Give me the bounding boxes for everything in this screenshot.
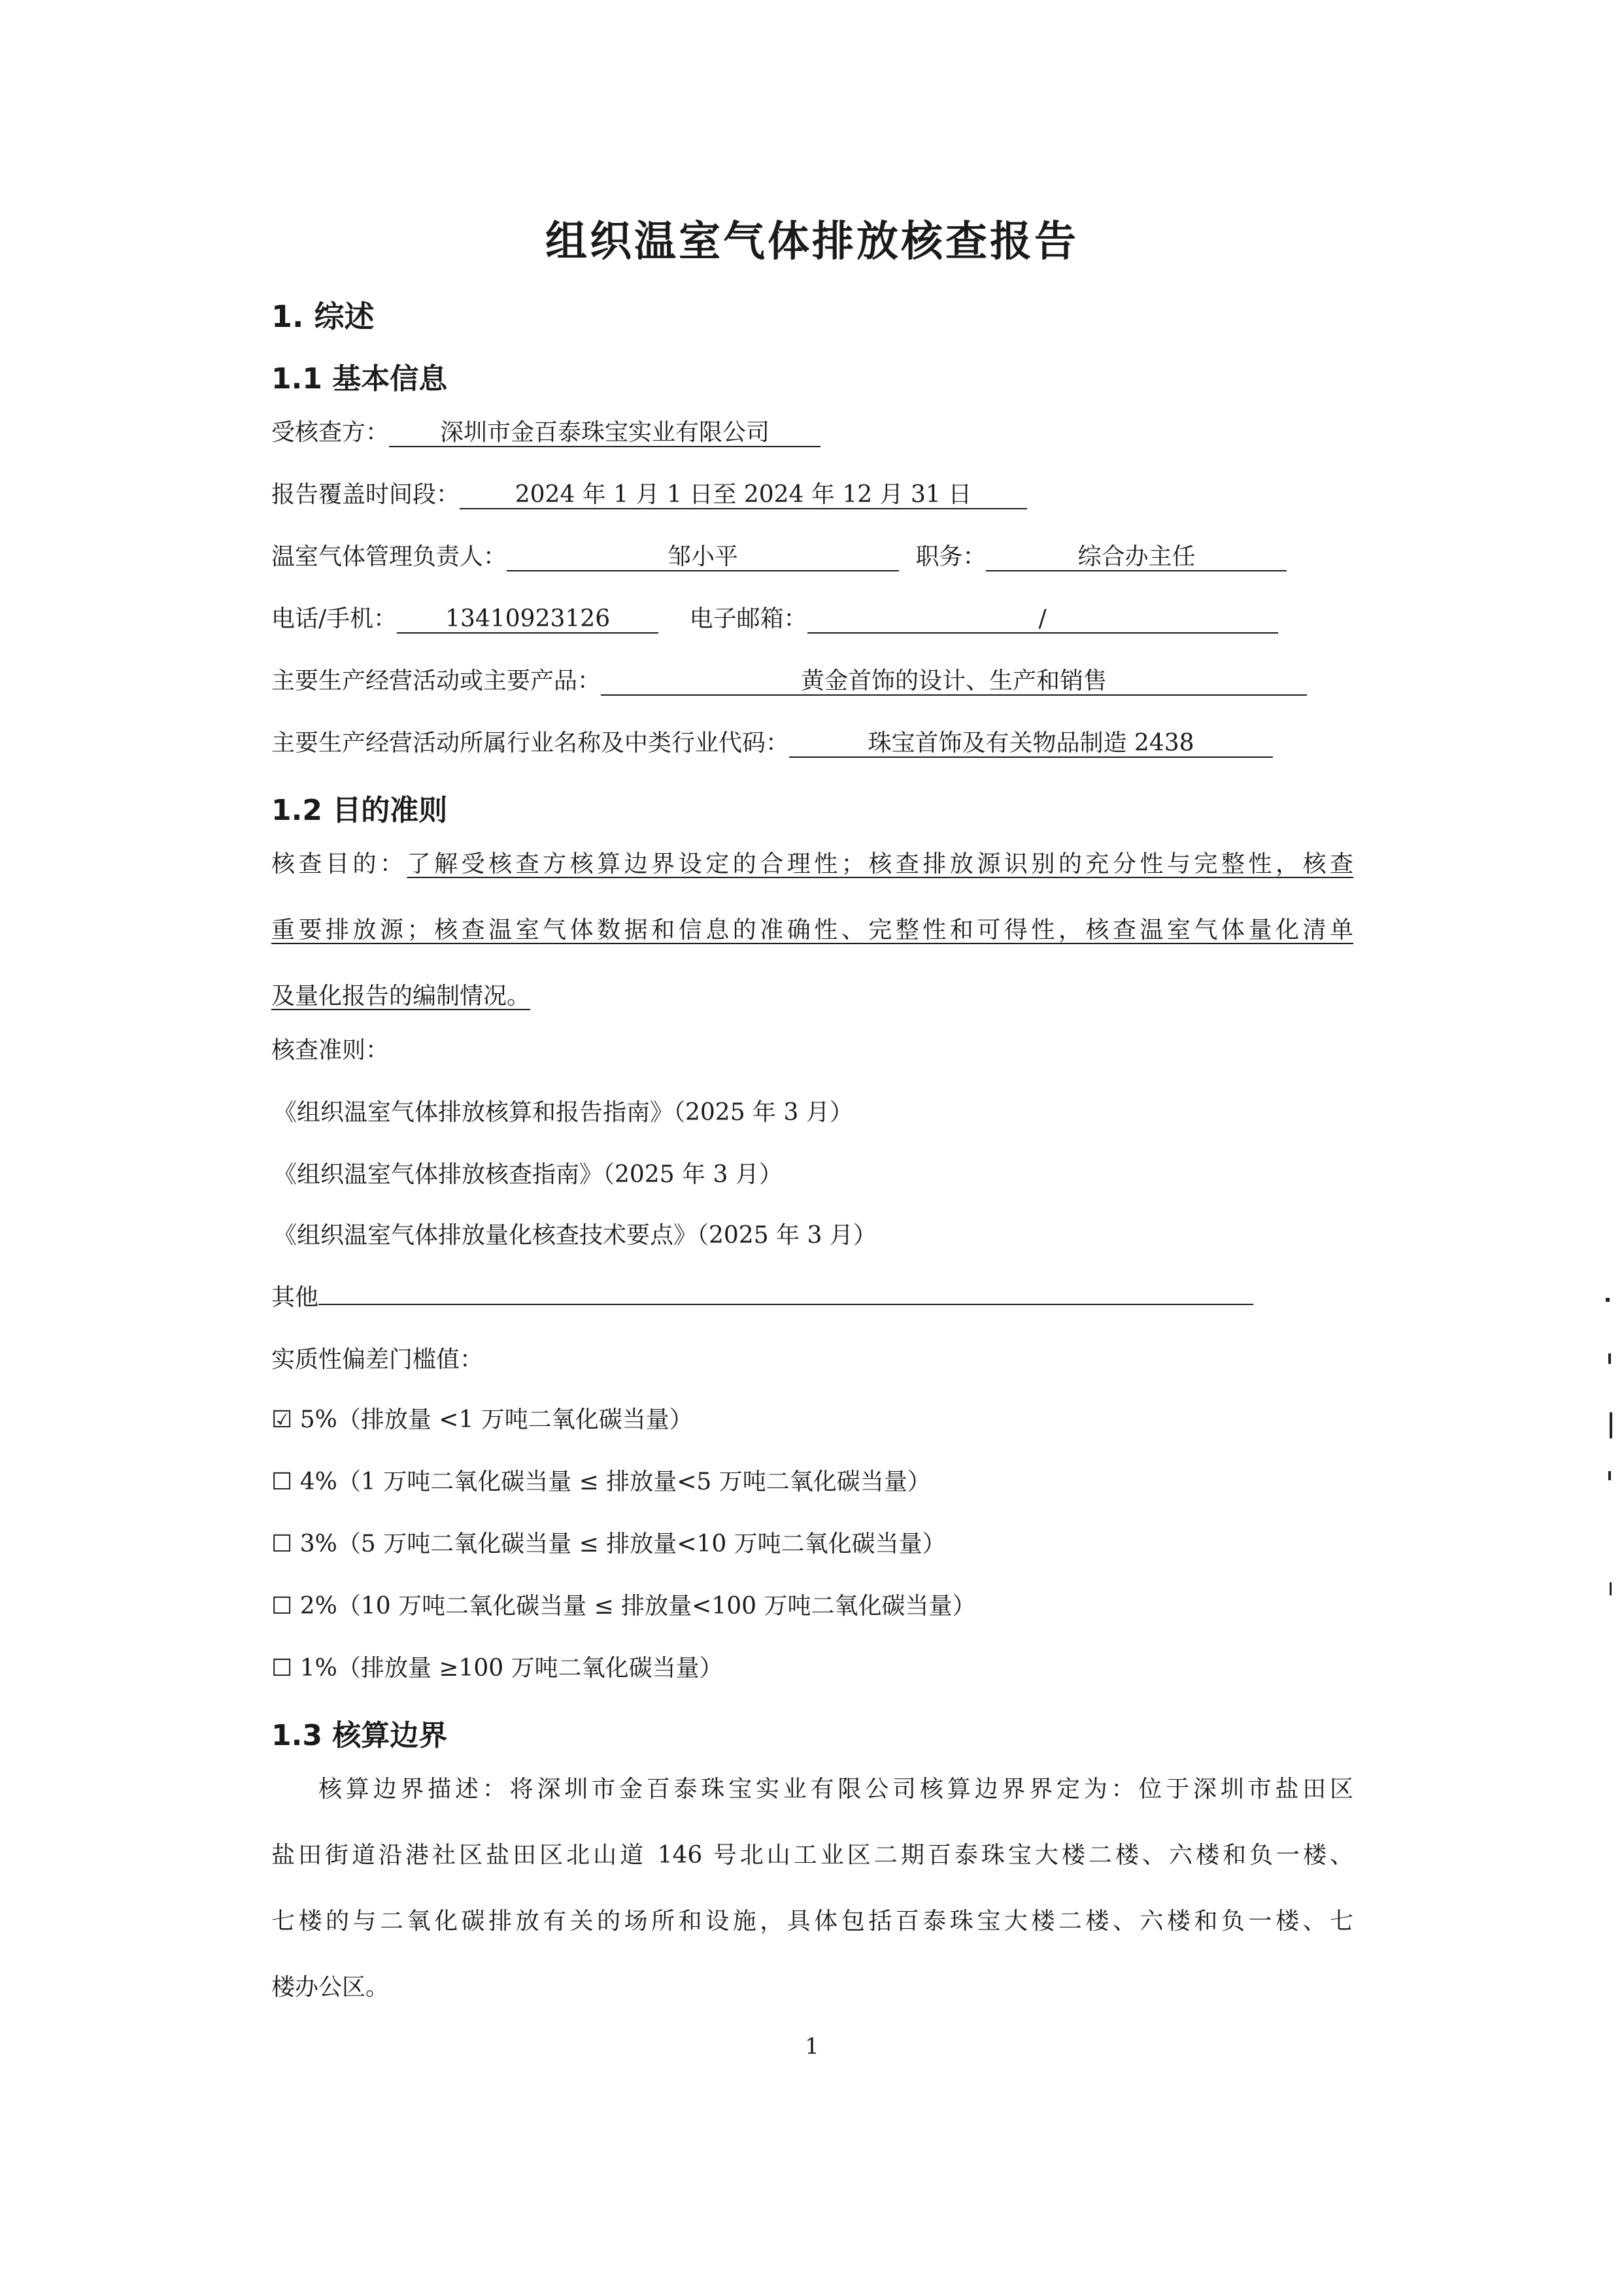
criteria-item: 《组织温室气体排放核算和报告指南》（2025 年 3 月） (273, 1099, 853, 1126)
section-1-heading: 1. 综述 (271, 299, 375, 334)
period-value: 2024 年 1 月 1 日至 2024 年 12 月 31 日 (460, 482, 1027, 509)
section-1-1-heading: 1.1 基本信息 (271, 362, 448, 396)
email-label: 电子邮箱： (689, 605, 807, 632)
industry-value: 珠宝首饰及有关物品制造 2438 (789, 730, 1273, 758)
boundary-line: 七楼的与二氧化碳排放有关的场所和设施，具体包括百泰珠宝大楼二楼、六楼和负一楼、七 (271, 1908, 1353, 1935)
activity-label: 主要生产经营活动或主要产品： (271, 668, 601, 694)
period-row (271, 481, 1027, 509)
threshold-text: 5%（排放量 <1 万吨二氧化碳当量） (299, 1406, 693, 1433)
section-1-3-heading: 1.3 核算边界 (271, 1719, 448, 1752)
other-row (271, 1283, 1253, 1312)
purpose-block (271, 850, 1353, 1048)
purpose-line: 重要排放源；核查温室气体数据和信息的准确性、完整性和可得性，核查温室气体量化清单 (271, 917, 1353, 943)
purpose-line (271, 850, 1353, 916)
period-label: 报告覆盖时间段： (271, 481, 460, 508)
purpose-label: 核查目的： (271, 851, 407, 877)
criteria-item: 《组织温室气体排放核查指南》（2025 年 3 月） (273, 1161, 783, 1188)
other-blank (318, 1304, 1253, 1305)
threshold-text: 1%（排放量 ≥100 万吨二氧化碳当量） (299, 1655, 723, 1682)
threshold-text: 2%（10 万吨二氧化碳当量 ≤ 排放量<100 万吨二氧化碳当量） (299, 1593, 976, 1620)
checkbox-icon: ☐ (271, 1469, 293, 1495)
checkbox-icon: ☐ (271, 1593, 293, 1620)
scan-speck (1606, 1298, 1610, 1302)
checkbox-icon: ☐ (271, 1531, 293, 1557)
boundary-line: 楼办公区。 (271, 1974, 390, 2001)
scan-speck (1610, 1582, 1612, 1595)
manager-value: 邹小平 (507, 544, 899, 571)
verified-party-label: 受核查方： (271, 419, 390, 446)
position-label: 职务： (915, 543, 987, 570)
criteria-item: 《组织温室气体排放量化核查技术要点》（2025 年 3 月） (273, 1222, 877, 1249)
checkbox-icon: ☐ (271, 1655, 293, 1682)
purpose-text: 了解受核查方核算边界设定的合理性；核查排放源识别的充分性与完整性，核查 (407, 851, 1353, 877)
purpose-line (271, 982, 1353, 1048)
other-label: 其他 (271, 1284, 319, 1311)
industry-label: 主要生产经营活动所属行业名称及中类行业代码： (271, 730, 790, 756)
threshold-option (271, 1592, 975, 1621)
boundary-line: 核算边界描述：将深圳市金百泰珠宝实业有限公司核算边界界定为：位于深圳市盐田区 (318, 1776, 1353, 1803)
verified-party-value: 深圳市金百泰珠宝实业有限公司 (389, 420, 820, 447)
scan-speck (1608, 1353, 1611, 1364)
page-number: 1 (805, 2033, 819, 2060)
threshold-option (271, 1406, 693, 1435)
manager-label: 温室气体管理负责人： (271, 543, 507, 570)
criteria-label: 核查准则： (271, 1037, 390, 1064)
position-value: 综合办主任 (986, 544, 1287, 571)
activity-value: 黄金首饰的设计、生产和销售 (601, 668, 1307, 696)
threshold-text: 3%（5 万吨二氧化碳当量 ≤ 排放量<10 万吨二氧化碳当量） (299, 1531, 946, 1557)
threshold-option (271, 1530, 946, 1559)
verified-party-row (271, 418, 820, 447)
report-title: 组织温室气体排放核查报告 (545, 218, 1079, 266)
manager-row (271, 543, 1287, 571)
boundary-line: 盐田街道沿港社区盐田区北山道 146 号北山工业区二期百泰珠宝大楼二楼、六楼和负一楼、 (271, 1842, 1353, 1869)
threshold-text: 4%（1 万吨二氧化碳当量 ≤ 排放量<5 万吨二氧化碳当量） (299, 1469, 931, 1495)
section-1-2-heading: 1.2 目的准则 (271, 794, 448, 827)
threshold-option (271, 1654, 723, 1683)
contact-row (271, 605, 1278, 634)
scan-speck (1608, 1471, 1611, 1480)
email-value: / (807, 606, 1278, 634)
checked-checkbox-icon: ☑ (271, 1406, 293, 1433)
industry-row (271, 729, 1273, 758)
phone-label: 电话/手机： (271, 605, 398, 632)
scan-speck (1610, 1412, 1612, 1438)
boundary-block (271, 1775, 1353, 2039)
threshold-label: 实质性偏差门槛值： (271, 1346, 484, 1373)
phone-value: 13410923126 (397, 606, 658, 634)
threshold-option (271, 1468, 931, 1497)
activity-row (271, 667, 1307, 696)
purpose-text: 及量化报告的编制情况。 (271, 983, 531, 1010)
